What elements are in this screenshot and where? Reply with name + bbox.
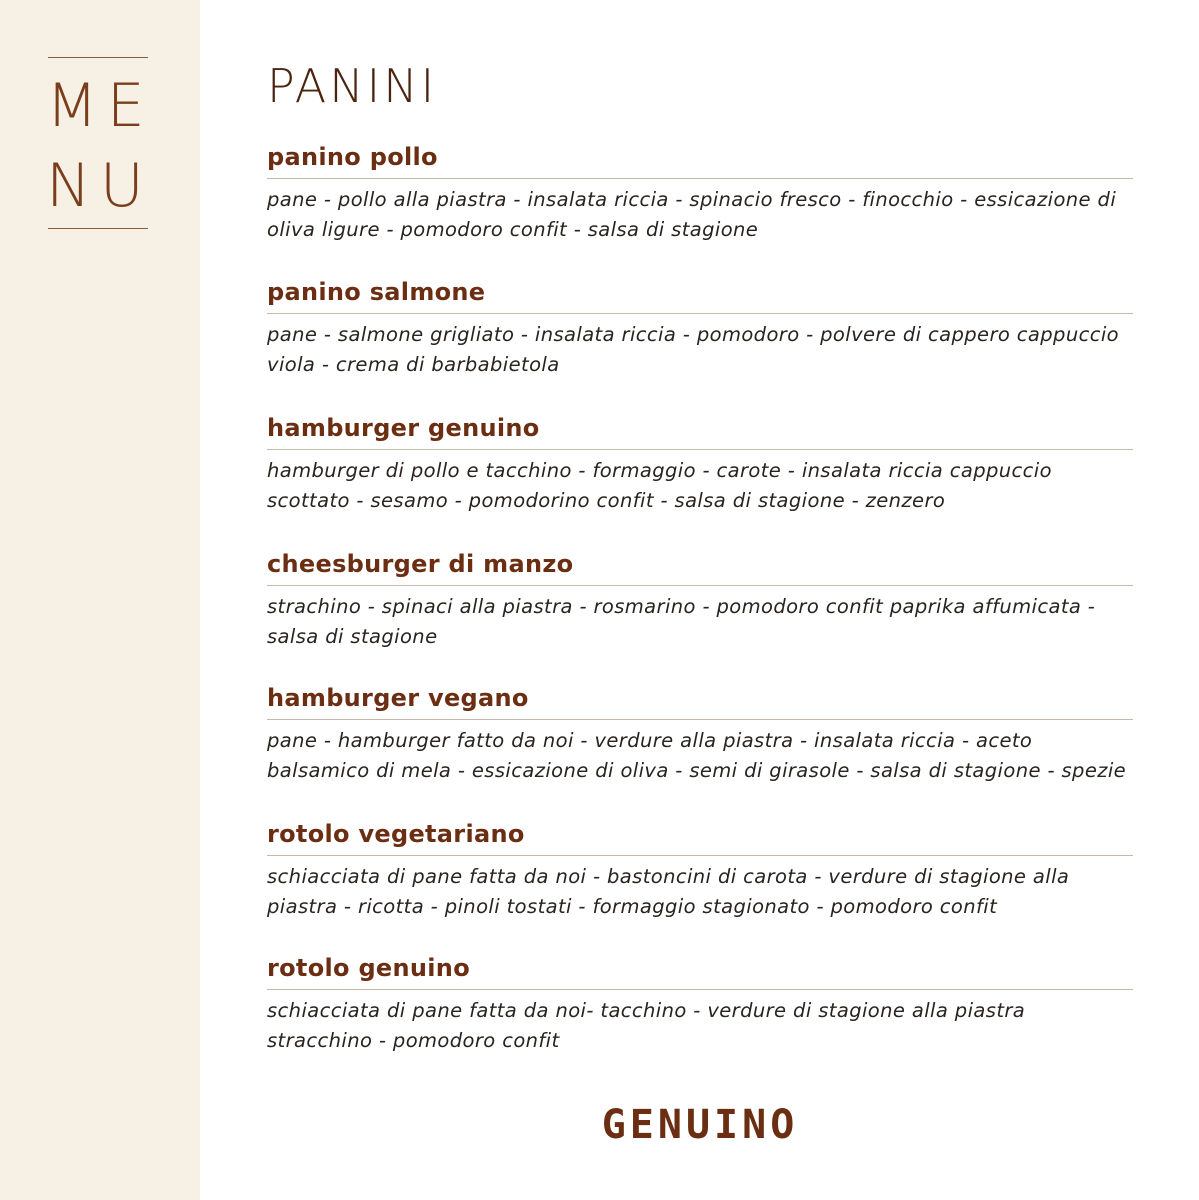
item-name: rotolo vegetariano: [267, 817, 1133, 856]
item-name: panino pollo: [267, 140, 1133, 179]
sidebar: [0, 0, 200, 1200]
section-title: PANINI: [267, 59, 438, 113]
item-description: strachino - spinaci alla piastra - rosmarino - pomodoro confit paprika affumicata - salsa di stagione: [267, 595, 1096, 648]
item-name: rotolo genuino: [267, 951, 1133, 990]
menu-heading: [46, 66, 156, 226]
menu-item-rotolo-vegetariano: [267, 817, 1133, 922]
menu-item-rotolo-genuino: [267, 951, 1133, 1056]
brand-logo: GENUINO: [601, 1102, 799, 1148]
menu-item-hamburger-vegano: [267, 681, 1133, 786]
item-name: hamburger vegano: [267, 681, 1133, 720]
item-description: hamburger di pollo e tacchino - formaggio - carote - insalata riccia cappuccio scottato - sesamo - pomodorino confit - salsa di stagione - zenzero: [267, 459, 1052, 512]
menu-top-divider: [48, 57, 148, 58]
menu-item-panino-salmone: [267, 275, 1133, 380]
menu-heading-line-1: ME: [46, 71, 154, 141]
item-name: panino salmone: [267, 275, 1133, 314]
menu-item-panino-pollo: [267, 140, 1133, 245]
item-description: pane - salmone grigliato - insalata riccia - pomodoro - polvere di cappero cappuccio viola - crema di barbabietola: [267, 323, 1119, 376]
item-description: pane - pollo alla piastra - insalata riccia - spinacio fresco - finocchio - essicazione di oliva ligure - pomodoro confit - salsa di stagione: [267, 188, 1117, 241]
item-name: hamburger genuino: [267, 411, 1133, 450]
menu-heading-line-2: NU: [46, 151, 153, 221]
item-description: pane - hamburger fatto da noi - verdure alla piastra - insalata riccia - aceto balsamico di mela - essicazione di oliva - semi di girasole - salsa di stagione - spezie: [267, 729, 1127, 782]
menu-bottom-divider: [48, 228, 148, 229]
menu-item-hamburger-genuino: [267, 411, 1133, 516]
item-name: cheesburger di manzo: [267, 547, 1133, 586]
menu-item-cheesburger-di-manzo: [267, 547, 1133, 652]
item-description: schiacciata di pane fatta da noi - bastoncini di carota - verdure di stagione alla piastra - ricotta - pinoli tostati - formaggio stagionato - pomodoro confit: [267, 865, 1070, 918]
item-description: schiacciata di pane fatta da noi- tacchino - verdure di stagione alla piastra stracchino - pomodoro confit: [267, 999, 1026, 1052]
